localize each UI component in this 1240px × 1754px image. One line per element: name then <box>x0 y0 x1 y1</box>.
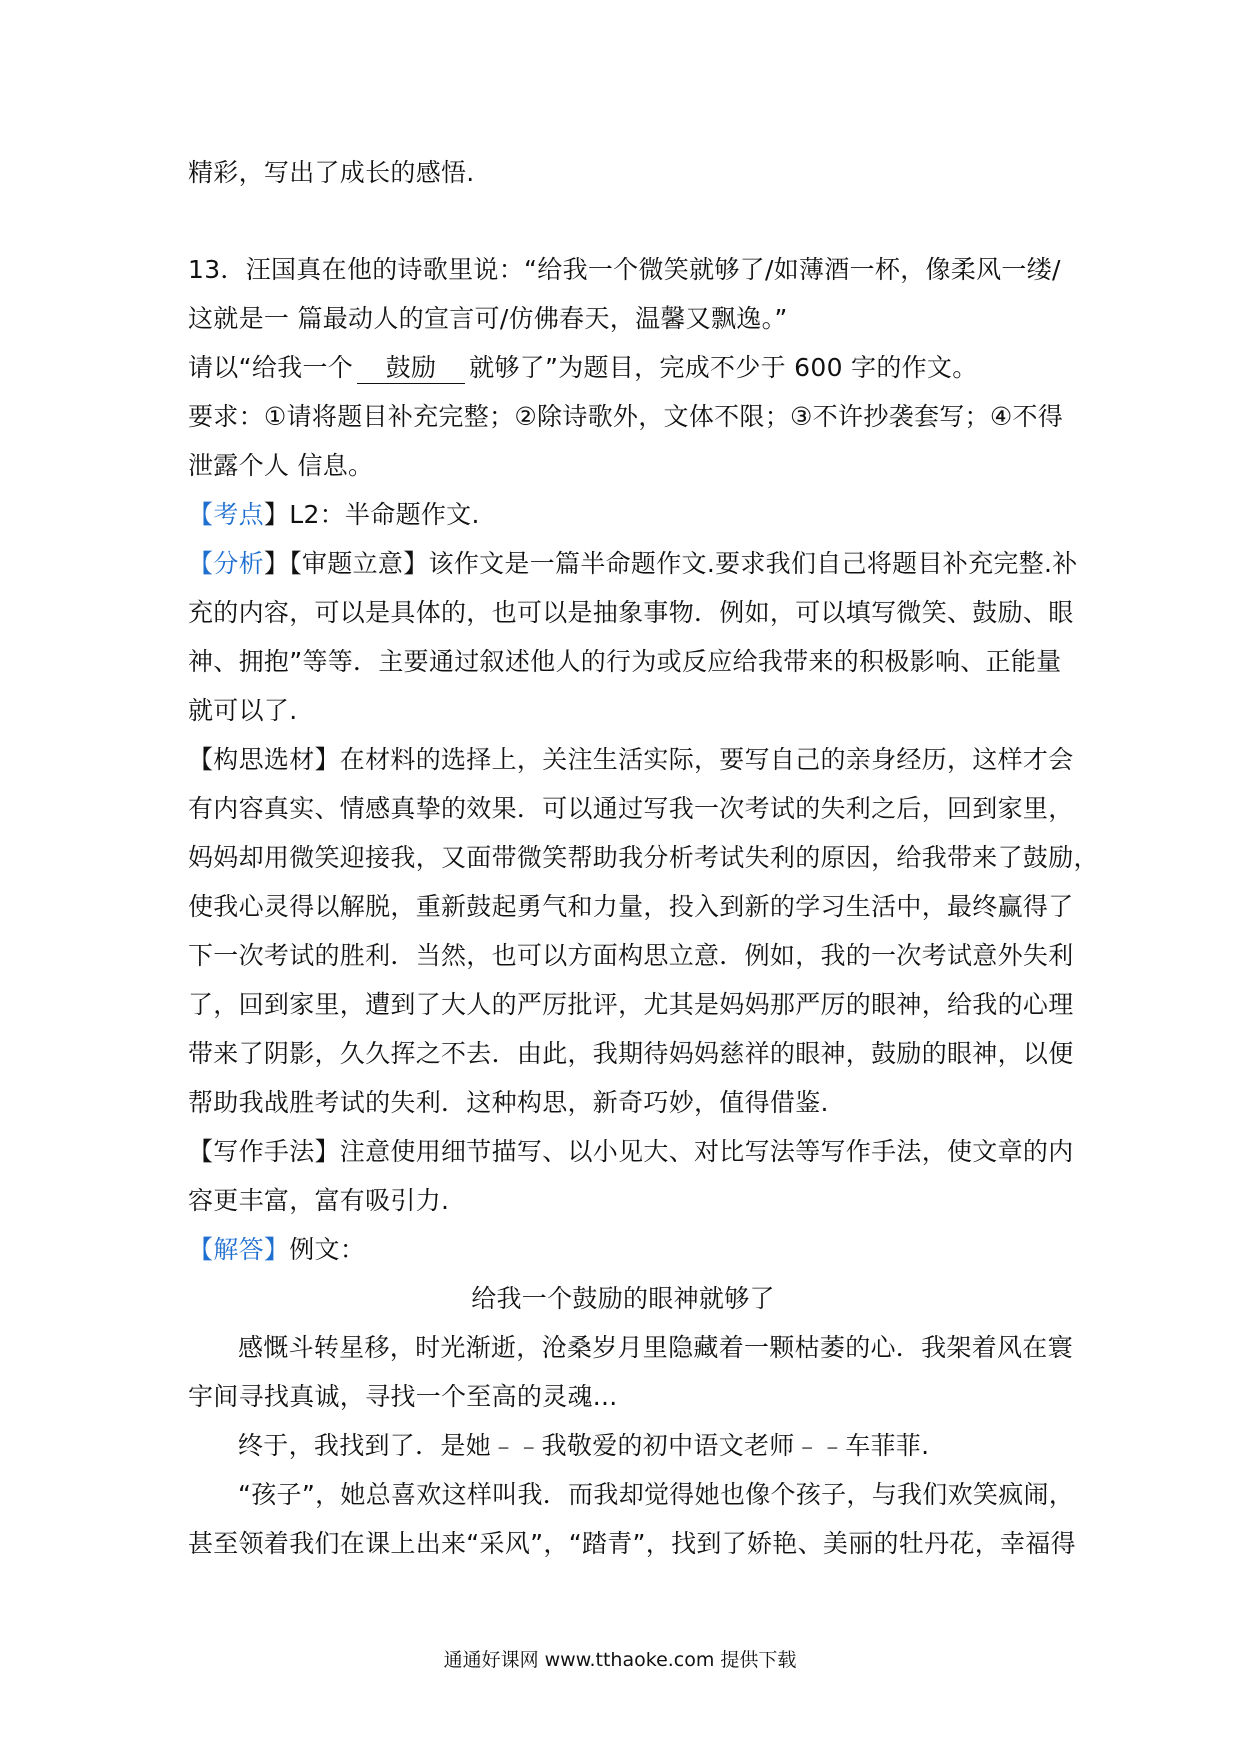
xiezuo-block <box>188 1127 1074 1225</box>
fenxi-text-1: 审题立意】该作文是一篇半命题作文.要求我们自己将题目补充完整.补 <box>302 549 1078 578</box>
kaodian-text: L2：半命题作文. <box>289 500 480 529</box>
kaodian-line <box>188 490 1058 539</box>
jieda-label: 解答 <box>213 1235 264 1264</box>
gousi-line-1: 【构思选材】在材料的选择上，关注生活实际，要写自己的亲身经历，这样才会 <box>188 745 1074 774</box>
fenxi-close-bracket: 】【 <box>263 549 303 578</box>
question-line-3 <box>188 343 1058 392</box>
document-body <box>188 148 1099 1568</box>
essay-body <box>188 1323 1076 1568</box>
question-line-5: 泄露个人 信息。 <box>188 451 374 480</box>
jieda-close-bracket: 】 <box>263 1235 290 1264</box>
fenxi-line-3: 神、拥抱”等等．主要通过叙述他人的行为或反应给我带来的积极影响、正能量 <box>188 647 1062 676</box>
question-line-1: 13．汪国真在他的诗歌里说：“给我一个微笑就够了/如薄酒一杯，像柔风一缕/ <box>188 255 1061 284</box>
kaodian-close-bracket: 】 <box>263 500 290 529</box>
essay-paragraph-1-line-2: 宇间寻找真诚，寻找一个至高的灵魂... <box>188 1382 618 1411</box>
fenxi-open-bracket: 【 <box>188 549 214 578</box>
essay-paragraph-3-line-1: “孩子”，她总喜欢这样叫我．而我却觉得她也像个孩子，与我们欢笑疯闹， <box>238 1480 1075 1509</box>
gousi-block <box>188 735 1099 1127</box>
kaodian-label: 考点 <box>213 500 264 529</box>
essay-paragraph-3-line-2: 甚至领着我们在课上出来“采风”，“踏青”，找到了娇艳、美丽的牡丹花，幸福得 <box>188 1529 1076 1558</box>
xiezuo-line-1: 【写作手法】注意使用细节描写、以小见大、对比写法等写作手法，使文章的内 <box>188 1137 1074 1166</box>
gousi-line-4: 使我心灵得以解脱，重新鼓起勇气和力量，投入到新的学习生活中，最终赢得了 <box>188 892 1074 921</box>
jieda-text: 例文： <box>289 1235 366 1264</box>
gousi-line-3: 妈妈却用微笑迎接我，又面带微笑帮助我分析考试失利的原因，给我带来了鼓励， <box>188 843 1099 872</box>
jieda-line <box>188 1225 1058 1274</box>
question-block <box>188 245 1064 490</box>
fenxi-block <box>188 539 1078 735</box>
gousi-line-6: 了，回到家里，遭到了大人的严厉批评，尤其是妈妈那严厉的眼神，给我的心理 <box>188 990 1074 1019</box>
question-line-4: 要求：①请将题目补充完整；②除诗歌外，文体不限；③不许抄袭套写；④不得 <box>188 402 1064 431</box>
fenxi-line-2: 充的内容，可以是具体的，也可以是抽象事物．例如，可以填写微笑、鼓励、眼 <box>188 598 1074 627</box>
title-blank: 鼓励 <box>357 353 465 384</box>
gousi-line-2: 有内容真实、情感真挚的效果．可以通过写我一次考试的失利之后，回到家里， <box>188 794 1074 823</box>
section-gap <box>188 197 1058 245</box>
fenxi-line-1 <box>188 539 1078 588</box>
essay-paragraph-2-line-1: 终于，我找到了．是她﹣﹣我敬爱的初中语文老师﹣﹣车菲菲. <box>238 1431 930 1460</box>
gousi-line-5: 下一次考试的胜利．当然，也可以方面构思立意．例如，我的一次考试意外失利 <box>188 941 1074 970</box>
fenxi-line-4: 就可以了. <box>188 696 298 725</box>
essay-paragraph-1-line-1: 感慨斗转星移，时光渐逝，沧桑岁月里隐藏着一颗枯萎的心．我架着风在寰 <box>238 1333 1073 1362</box>
essay-title: 给我一个鼓励的眼神就够了 <box>471 1284 775 1313</box>
carryover-line: 精彩，写出了成长的感悟. <box>188 158 475 187</box>
question-prompt-end: 就够了”为题目，完成不少于 600 字的作文。 <box>469 353 978 382</box>
question-prompt-start: 请以“给我一个 <box>188 353 354 382</box>
gousi-line-7: 带来了阴影，久久挥之不去．由此，我期待妈妈慈祥的眼神，鼓励的眼神，以便 <box>188 1039 1074 1068</box>
kaodian-open-bracket: 【 <box>188 500 214 529</box>
page-footer: 通通好课网 www.tthaoke.com 提供下载 <box>443 1649 797 1671</box>
jieda-open-bracket: 【 <box>188 1235 214 1264</box>
fenxi-label: 分析 <box>213 549 264 578</box>
question-line-2: 这就是一 篇最动人的宣言可/仿佛春天，温馨又飘逸。” <box>188 304 788 333</box>
xiezuo-line-2: 容更丰富，富有吸引力. <box>188 1186 450 1215</box>
gousi-line-8: 帮助我战胜考试的失利．这种构思，新奇巧妙，值得借鉴. <box>188 1088 829 1117</box>
